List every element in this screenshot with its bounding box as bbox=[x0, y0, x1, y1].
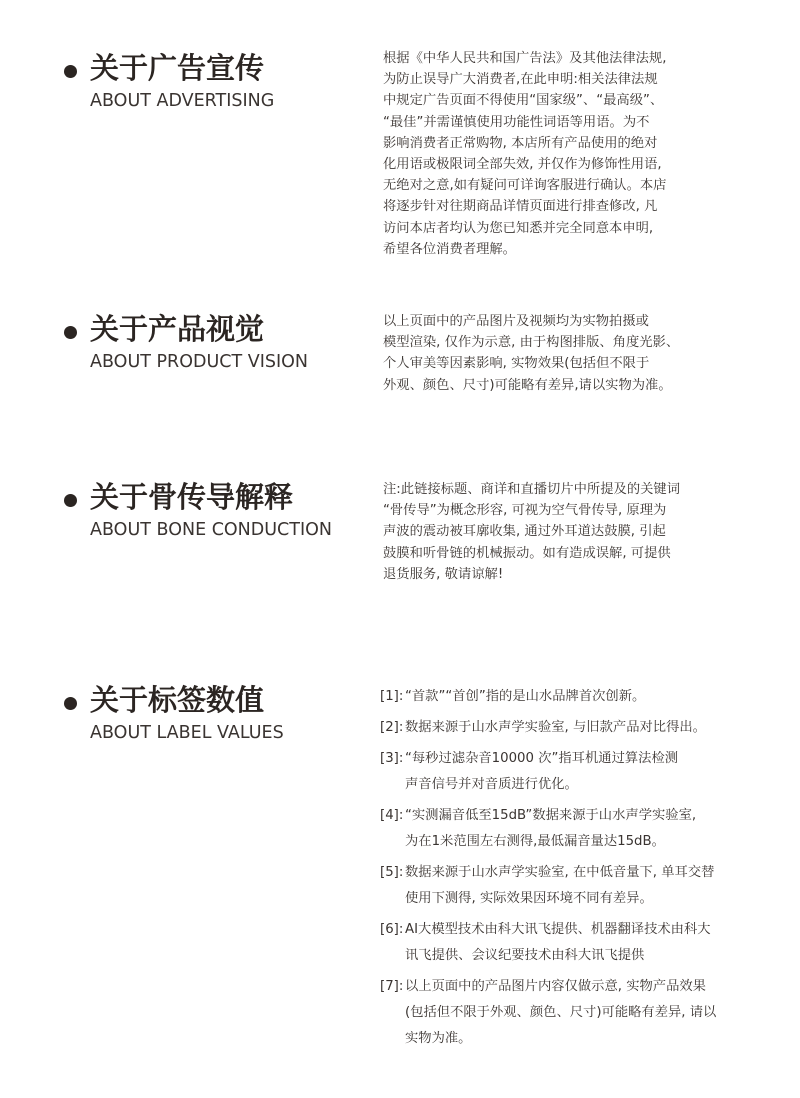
bullet-dot-icon bbox=[64, 326, 77, 339]
note-line: 实物为准。 bbox=[405, 1031, 472, 1046]
note-number: [2]: bbox=[380, 720, 404, 735]
note-line: “首款”“首创”指的是山水品牌首次创新。 bbox=[405, 689, 646, 704]
section-title-cn: 关于产品视觉 bbox=[90, 312, 265, 346]
label-note bbox=[380, 715, 760, 741]
description-line: 无绝对之意,如有疑问可详询客服进行确认。本店 bbox=[383, 178, 667, 194]
section-title-cn: 关于骨传导解释 bbox=[90, 480, 294, 514]
description-line: 外观、颜色、尺寸)可能略有差异,请以实物为准。 bbox=[383, 377, 672, 393]
note-body bbox=[380, 715, 760, 741]
note-body bbox=[380, 684, 760, 710]
bullet-dot-icon bbox=[64, 494, 77, 507]
note-number: [1]: bbox=[380, 689, 404, 704]
note-body bbox=[380, 917, 760, 969]
section-title-en: ABOUT LABEL VALUES bbox=[90, 723, 284, 743]
section-title-cn: 关于广告宣传 bbox=[90, 51, 265, 85]
note-number: [3]: bbox=[380, 751, 404, 766]
note-line: “每秒过滤杂音10000 次”指耳机通过算法检测 bbox=[405, 751, 679, 766]
note-line: 以上页面中的产品图片内容仅做示意, 实物产品效果 bbox=[405, 979, 706, 994]
note-number: [4]: bbox=[380, 808, 404, 823]
label-notes-list bbox=[380, 684, 760, 1057]
description-line: 将逐步针对往期商品详情页面进行排查修改, 凡 bbox=[383, 199, 658, 215]
label-note bbox=[380, 746, 760, 798]
note-body bbox=[380, 803, 760, 855]
description-line: 鼓膜和听骨链的机械振动。如有造成误解, 可提供 bbox=[383, 545, 671, 561]
note-line: 讯飞提供、会议纪要技术由科大讯飞提供 bbox=[405, 948, 645, 963]
label-note bbox=[380, 974, 760, 1052]
note-body bbox=[380, 746, 760, 798]
note-number: [5]: bbox=[380, 865, 404, 880]
bullet-dot-icon bbox=[64, 697, 77, 710]
label-note bbox=[380, 860, 760, 912]
description-line: 根据《中华人民共和国广告法》及其他法律法规, bbox=[383, 51, 667, 66]
description-line: 影响消费者正常购物, 本店所有产品使用的绝对 bbox=[383, 135, 658, 151]
description-line: 希望各位消费者理解。 bbox=[383, 241, 516, 257]
note-body bbox=[380, 974, 760, 1052]
section-description bbox=[383, 48, 713, 260]
description-line: “最佳”并需谨慎使用功能性词语等用语。为不 bbox=[383, 114, 650, 130]
section-title-en: ABOUT BONE CONDUCTION bbox=[90, 520, 332, 540]
note-number: [7]: bbox=[380, 979, 404, 994]
description-line: 个人审美等因素影响, 实物效果(包括但不限于 bbox=[383, 356, 650, 372]
label-note bbox=[380, 803, 760, 855]
description-line: 访问本店者均认为您已知悉并完全同意本申明, bbox=[383, 220, 654, 236]
note-line: 使用下测得, 实际效果因环境不同有差异。 bbox=[405, 891, 653, 906]
note-line: 数据来源于山水声学实验室, 与旧款产品对比得出。 bbox=[405, 720, 706, 735]
section-title-cn: 关于标签数值 bbox=[90, 683, 265, 717]
note-body bbox=[380, 860, 760, 912]
section-title-en: ABOUT ADVERTISING bbox=[90, 91, 275, 111]
description-line: 中规定广告页面不得使用“国家级”、“最高级”、 bbox=[383, 93, 664, 109]
note-line: AI大模型技术由科大讯飞提供、机器翻译技术由科大 bbox=[405, 922, 711, 937]
description-line: 以上页面中的产品图片及视频均为实物拍摄或 bbox=[383, 314, 649, 329]
label-note bbox=[380, 684, 760, 710]
description-line: 模型渲染, 仅作为示意, 由于构图排版、角度光影、 bbox=[383, 335, 680, 351]
note-line: 为在1米范围左右测得,最低漏音量达15dB。 bbox=[405, 834, 665, 849]
bullet-dot-icon bbox=[64, 65, 77, 78]
description-line: 化用语或极限词全部失效, 并仅作为修饰性用语, bbox=[383, 157, 662, 173]
label-note bbox=[380, 917, 760, 969]
note-line: (包括但不限于外观、颜色、尺寸)可能略有差异, 请以 bbox=[405, 1005, 717, 1020]
note-line: “实测漏音低至15dB”数据来源于山水声学实验室, bbox=[405, 808, 697, 823]
description-line: “骨传导”为概念形容, 可视为空气骨传导, 原理为 bbox=[383, 503, 667, 519]
description-line: 声波的震动被耳廓收集, 通过外耳道达鼓膜, 引起 bbox=[383, 524, 666, 540]
description-line: 退货服务, 敬请谅解! bbox=[383, 566, 504, 582]
note-line: 声音信号并对音质进行优化。 bbox=[405, 777, 578, 792]
section-title-en: ABOUT PRODUCT VISION bbox=[90, 352, 309, 372]
description-line: 为防止误导广大消费者,在此申明:相关法律法规 bbox=[383, 72, 658, 88]
description-line: 注:此链接标题、商详和直播切片中所提及的关键词 bbox=[383, 482, 681, 497]
section-description bbox=[383, 479, 713, 585]
note-line: 数据来源于山水声学实验室, 在中低音量下, 单耳交替 bbox=[405, 865, 715, 880]
note-number: [6]: bbox=[380, 922, 404, 937]
section-description bbox=[383, 311, 713, 396]
